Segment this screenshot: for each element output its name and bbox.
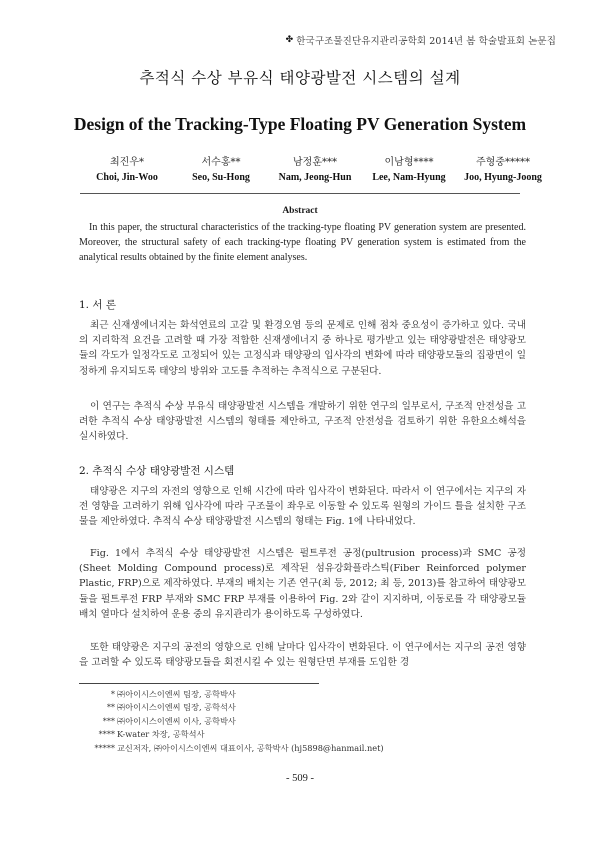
author-name-english: Joo, Hyung-Joong: [464, 172, 542, 183]
author-2: [174, 156, 268, 186]
author-name-english: Nam, Jeong-Hun: [278, 172, 352, 183]
abstract-heading: Abstract: [282, 206, 318, 216]
author-1: [80, 156, 174, 186]
journal-name: 한국구조물진단유지관리공학회 2014년 봄 학술발표회 논문집: [296, 36, 556, 47]
author-5: [456, 156, 550, 186]
author-list: [80, 156, 550, 186]
author-3: [268, 156, 362, 186]
author-name-korean: 남정훈***: [293, 157, 337, 168]
paragraph: 태양광은 지구의 자전의 영향으로 인해 시간에 따라 입사각이 변화된다. 따라서 이 연구에서는 지구의 자전 영향을 고려하기 위해 입사각에 따라 구조물이 좌우로 이동할 수 있도록 원형의 가이드 틀을 설치한 구조물을 제안하였다. 추적식 수상 태양광발전 시스템의 형태는 Fig. 1에 나타내었다.: [79, 486, 526, 528]
section-heading-introduction: 1. 서 론: [79, 299, 116, 311]
footnotes: [79, 688, 526, 755]
paragraph: 이 연구는 추적식 수상 부유식 태양광발전 시스템을 개발하기 위한 연구의 일부로서, 구조적 안전성을 고려한 추적식 수상 태양광발전 시스템의 형태를 제안하고, 구조적 안전성을 검토하기 위한 유한요소해석을 실시하였다.: [79, 401, 526, 443]
title-divider: [80, 193, 520, 194]
author-name-english: Seo, Su-Hong: [192, 172, 250, 183]
footnote-divider: [79, 683, 319, 684]
footnote-text: 교신저자, ㈜아이시스이엔씨 대표이사, 공학박사 (hj5898@hanmail.net): [117, 742, 384, 753]
footnote-1: [79, 688, 526, 701]
footnote-mark: **: [106, 702, 115, 713]
author-name-korean: 최진우*: [110, 157, 144, 168]
footnote-mark: ****: [98, 729, 115, 740]
author-name-english: Lee, Nam-Hyung: [372, 172, 446, 183]
footnote-mark: *: [110, 689, 115, 699]
footnote-2: [79, 701, 526, 714]
author-4: [362, 156, 456, 186]
footnote-text: K-water 차장, 공학석사: [117, 729, 205, 740]
author-name-korean: 서수홍**: [201, 157, 241, 168]
author-name-korean: 이남형****: [384, 157, 434, 168]
paragraph: 또한 태양광은 지구의 공전의 영향으로 인해 날마다 입사각이 변화된다. 이 연구에서는 지구의 공전 영향을 고려할 수 있도록 태양광모듈을 회전시킬 수 있는 원형단면 부재를 도입한 경: [79, 642, 526, 669]
footnote-mark: ***: [102, 715, 115, 726]
footnote-text: ㈜아이시스이엔씨 이사, 공학박사: [117, 715, 236, 726]
footnote-3: [79, 715, 526, 728]
section-heading-system: 2. 추적식 수상 태양광발전 시스템: [79, 465, 235, 477]
footnote-4: [79, 728, 526, 741]
abstract-body: In this paper, the structural characteristics of the tracking-type floating PV generation system are presented. Moreover, the structural safety of each tracking-type floating PV generation system is estimated from the analytical results obtained by the finite element analyses.: [79, 222, 526, 264]
paragraph: 최근 신재생에너지는 화석연료의 고갈 및 환경오염 등의 문제로 인해 점차 중요성이 증가하고 있다. 국내의 지리학적 요건을 고려할 때 가장 적합한 신재생에너지 중 하나로 평가받고 있는 태양광발전은 태양광모듈의 각도가 일정각도로 고정되어 있는 고정식과 태양광의 입사각의 변화에 따라 태양광모듈의 집광면이 일정하게 유지되도록 태양의 방위와 고도를 추적하는 추적식으로 구분된다.: [79, 320, 526, 377]
footnote-mark: *****: [94, 742, 115, 753]
society-logo-icon: ✤: [285, 35, 294, 45]
footnote-text: ㈜아이시스이엔씨 팀장, 공학석사: [117, 702, 236, 713]
running-header: [286, 33, 556, 47]
footnote-5: [79, 742, 526, 755]
footnote-text: ㈜아이시스이엔씨 팀장, 공학박사: [117, 689, 236, 699]
author-name-english: Choi, Jin-Woo: [96, 172, 158, 183]
title-korean: 추적식 수상 부유식 태양광발전 시스템의 설계: [139, 69, 461, 87]
author-name-korean: 주형중*****: [476, 157, 530, 168]
paragraph: Fig. 1에서 추적식 수상 태양광발전 시스템은 펄트루전 공정(pultrusion process)과 SMC 공정(Sheet Molding Compound process)로 제작된 섬유강화플라스틱(Fiber Reinforced polymer Plastic, FRP)으로 제작하였다. 부재의 배치는 기존 연구(최 등, 2012; 최 등, 2013)를 참고하여 태양광모듈을 펄트루전 FRP 부재와 SMC FRP 부재를 이용하여 Fig. 2와 같이 지지하며, 이동로를 각 태양광모듈 배치 열마다 설치하여 운용 중의 유지관리가 용이하도록 구성하였다.: [79, 548, 526, 620]
page-number: - 509 -: [286, 773, 314, 784]
title-english: Design of the Tracking-Type Floating PV Generation System: [73, 114, 527, 134]
